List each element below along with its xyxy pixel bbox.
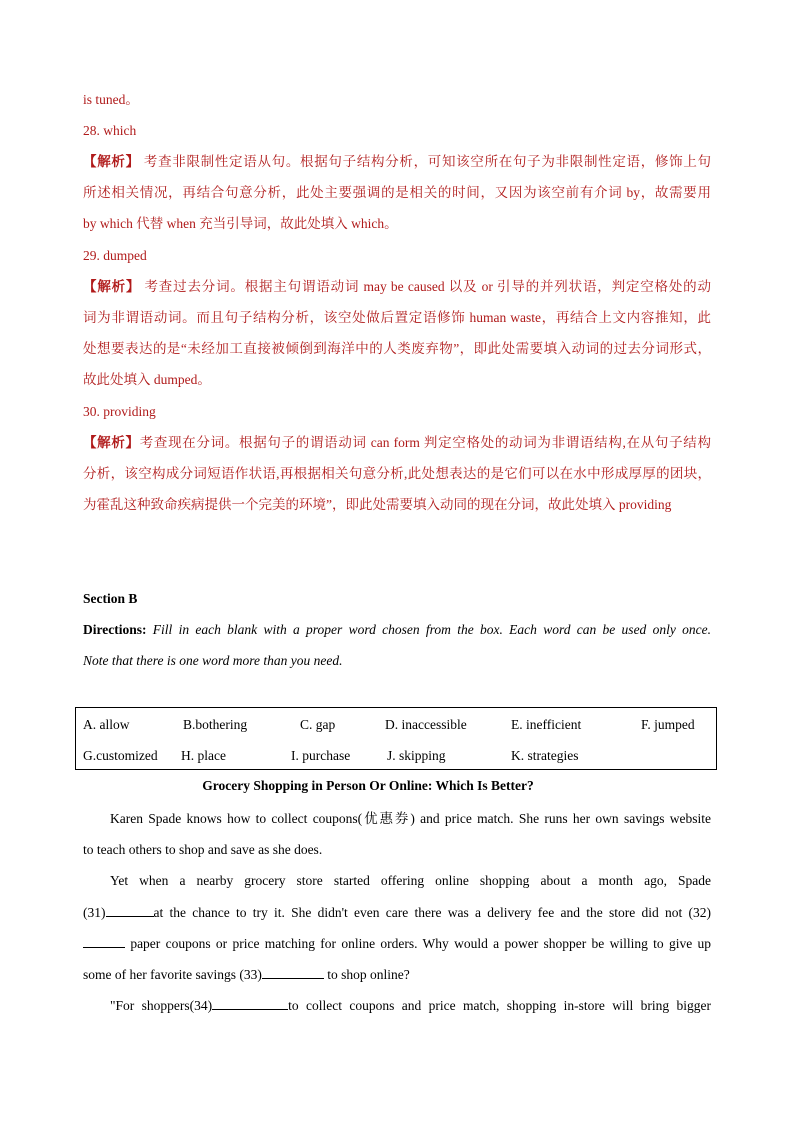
paragraph-2-line-2 <box>83 904 711 921</box>
paragraph-2-line-4 <box>83 966 711 983</box>
explanation-29-line-3: 处想要表达的是“未经加工直接被倾倒到海洋中的人类废弃物”，即此处需要填入动词的过去分词形式， <box>83 341 711 356</box>
section-title: Section B <box>83 591 138 606</box>
paragraph-2-line-2-text: at the chance to try it. She didn't even care there was a delivery fee and the store did not (32) <box>153 905 711 920</box>
paragraph-3-line-1 <box>110 997 711 1014</box>
blank-34[interactable] <box>212 997 288 1010</box>
directions-text-1: Fill in each blank with a proper word chosen from the box. Each word can be used only once. <box>152 622 711 637</box>
word-option-g: G.customized <box>83 748 158 763</box>
blank-33[interactable] <box>262 966 324 979</box>
paragraph-2-line-4-text: some of her favorite savings (33) <box>83 967 262 982</box>
word-option-e: E. inefficient <box>511 717 582 732</box>
paragraph-2-line-3 <box>83 935 711 952</box>
previous-explanation-tail: is tuned。 <box>83 92 139 107</box>
directions-line-2: Note that there is one word more than you need. <box>83 653 343 668</box>
answer-30: 30. providing <box>83 404 156 419</box>
explanation-30-line-2: 分析，该空构成分词短语作状语,再根据相关句意分析,此处想表达的是它们可以在水中形成厚厚的团块， <box>83 466 711 481</box>
blank-34-prefix: "For shoppers(34) <box>110 998 213 1013</box>
explanation-29-line-2: 词为非谓语动词。而且句子结构分析，该空处做后置定语修饰 human waste，再结合上文内容推知，此 <box>83 310 711 325</box>
blank-32[interactable] <box>83 935 125 948</box>
paragraph-2-line-4-end: to shop online? <box>327 967 410 982</box>
blank-31[interactable] <box>106 904 154 917</box>
paragraph-1-line-2: to teach others to shop and save as she does. <box>83 842 323 857</box>
passage-title: Grocery Shopping in Person Or Online: Which Is Better? <box>202 778 534 793</box>
explanation-30-line-3: 为霍乱这种致命疾病提供一个完美的环境”，即此处需要填入动同的现在分词，故此处填入 providing <box>83 497 672 512</box>
word-option-f: F. jumped <box>641 717 695 732</box>
word-option-i: I. purchase <box>291 748 351 763</box>
directions-label: Directions: <box>83 622 147 637</box>
blank-31-number: (31) <box>83 905 106 920</box>
paragraph-1-line-1: Karen Spade knows how to collect coupons(优惠券) and price match. She runs her own savings website <box>110 811 711 826</box>
explanation-30-line-1 <box>83 435 711 451</box>
explanation-29-text-1: 考查过去分词。根据主句谓语动词 may be caused 以及 or 引导的并列状语，判定空格处的动 <box>144 279 712 294</box>
paragraph-3-line-1-text: to collect coupons and price match, shopping in-store will bring bigger <box>288 998 711 1013</box>
analysis-tag: 【解析】 <box>83 435 140 450</box>
answer-29: 29. dumped <box>83 248 147 263</box>
explanation-28-text-1: 考查非限制性定语从句。根据句子结构分析，可知该空所在句子为非限制性定语，修饰上句 <box>143 154 712 169</box>
word-option-j: J. skipping <box>387 748 446 763</box>
paragraph-2-line-3-text: paper coupons or price matching for online orders. Why would a power shopper be willing to give up <box>130 936 711 951</box>
word-box <box>75 707 717 770</box>
word-option-d: D. inaccessible <box>385 717 467 732</box>
explanation-28-line-2: 所述相关情况，再结合句意分析，此处主要强调的是相关的时间，又因为该空前有介词 by，故需要用 <box>83 185 711 200</box>
word-option-k: K. strategies <box>511 748 579 763</box>
explanation-29-line-1 <box>83 279 711 295</box>
word-option-a: A. allow <box>83 717 130 732</box>
paragraph-2-line-1: Yet when a nearby grocery store started offering online shopping about a month ago, Spade <box>110 873 711 888</box>
directions-line-1 <box>83 622 711 638</box>
analysis-tag: 【解析】 <box>83 154 140 169</box>
word-option-c: C. gap <box>300 717 336 732</box>
explanation-29-line-4: 故此处填入 dumped。 <box>83 372 211 387</box>
explanation-30-text-1: 考查现在分词。根据句子的谓语动词 can form 判定空格处的动词为非谓语结构,在从句子结构 <box>139 435 711 450</box>
explanation-28-line-1 <box>83 154 711 170</box>
word-option-h: H. place <box>181 748 226 763</box>
answer-28: 28. which <box>83 123 137 138</box>
word-option-b: B.bothering <box>183 717 248 732</box>
explanation-28-line-3: by which 代替 when 充当引导词，故此处填入 which。 <box>83 216 398 231</box>
analysis-tag: 【解析】 <box>83 279 141 294</box>
